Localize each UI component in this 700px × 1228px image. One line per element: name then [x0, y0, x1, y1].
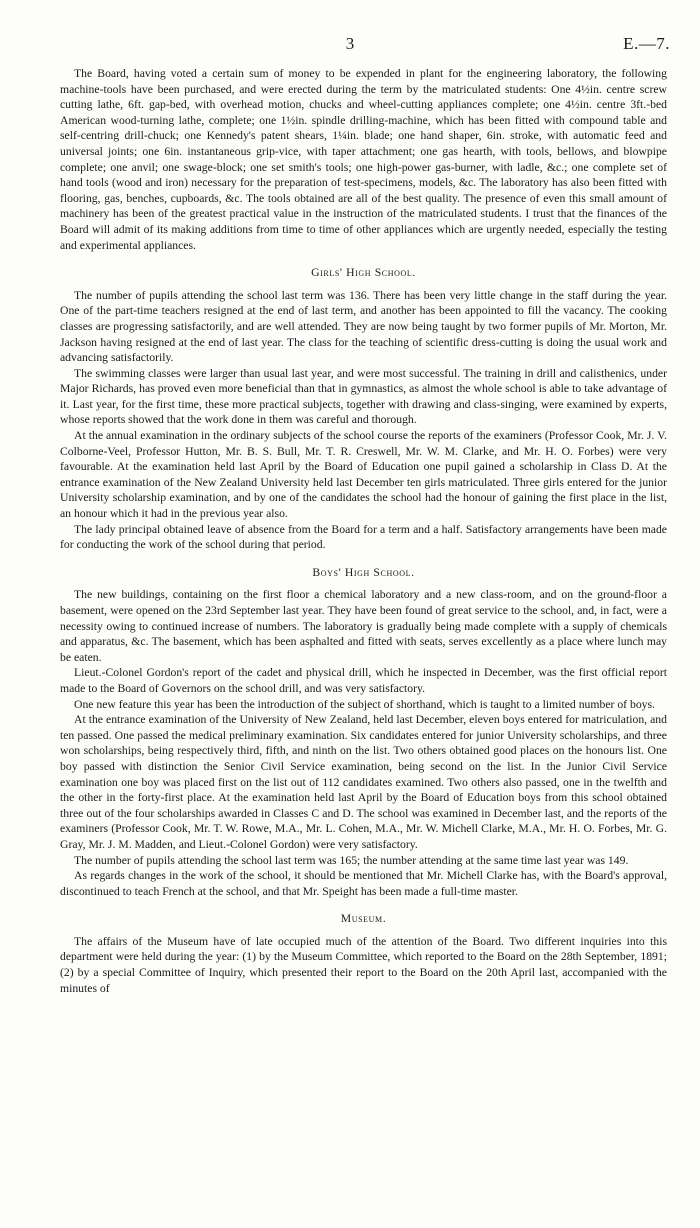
paragraph: The new buildings, containing on the first floor a chemical laboratory and a new class-room, and on the ground-floor a basement, were opened on the 23rd September last year. They have been found of great service to the school, and, in fact, were a necessity owing to continued increase of numbers. The laboratory is gradually being made complete with a supply of chemicals and apparatus, &c. The basement, which has been asphalted and fitted with seats, serves excellently as a place where lunch may be eaten. — [60, 588, 667, 664]
body-text — [60, 66, 667, 996]
paragraph: At the entrance examination of the University of New Zealand, held last December, eleven boys entered for matriculation, and ten passed. One passed the medical preliminary examination. Six candidates entered for junior University scholarships, and three won scholarships, being respectively third, fifth, and ninth on the list. Two others obtained good places on the honours list. One boy passed with distinction the Senior Civil Service examination, being second on the list. In the Junior Civil Service examination one boy was placed first on the list out of 112 candidates examined. Two others also passed, one in the twelfth and the other in the forty-first place. At the examination held last April by the Board of Education boys from this school obtained three out of the four scholarships awarded in Classes C and D. The school was examined in December last, and the reports of the examiners (Professor Cook, Mr. T. W. Rowe, M.A., Mr. L. Cohen, M.A., Mr. W. Michell Clarke, M.A., Mr. H. O. Forbes, Mr. G. Gray, Mr. J. M. Madden, and Lieut.-Colonel Gordon) were very satisfactory. — [60, 713, 667, 851]
paragraph: As regards changes in the work of the school, it should be mentioned that Mr. Michell Clarke has, with the Board's approval, discontinued to teach French at the school, and that Mr. Speight has been made a full-time master. — [60, 869, 667, 898]
section-heading: Museum. — [340, 912, 387, 926]
paragraph: Lieut.-Colonel Gordon's report of the cadet and physical drill, which he inspected in December, was the first official report made to the Board of Governors on the school drill, and was very satisfactory. — [60, 666, 667, 695]
section-heading: Girls' High School. — [311, 266, 416, 280]
section-boys-high-school — [60, 565, 667, 899]
paragraph: The Board, having voted a certain sum of money to be expended in plant for the engineering laboratory, the following machine-tools have been purchased, and were erected during the term by the matriculated students: One 4½in. centre screw cutting lathe, 6ft. gap-bed, with overhead motion, chucks and wheel-cutting appliances complete; one 4½in. centre 3ft.-bed American wood-turning lathe, complete; one 1½in. spindle drilling-machine, which has been fitted with compound table and self-centring drill-chuck; one Kennedy's patent shears, 1¼in. blade; one hand shaper, 6in. stroke, with automatic feed and universal joints; one 6in. instantaneous grip-vice, with taper attachment; one gas hearth, with tools, bellows, and blowpipe complete; one anvil; one swage-block; one set smith's tools; one high-power gas-burner, with ladle, &c.; one complete set of hand tools (wood and iron) necessary for the preparation of test-specimens, models, &c. The laboratory has also been fitted with flooring, gas, benches, cupboards, &c. The tools obtained are all of the best quality. The presence of even this small amount of machinery has been of the greatest practical value in the instruction of the matriculated students. I trust that the finances of the Board will admit of its making additions from time to time of other appliances which are urgently needed, especially the testing and experimental appliances. — [60, 67, 667, 252]
section-museum — [60, 911, 667, 996]
paragraph: The number of pupils attending the school last term was 165; the number attending at the same time last year was 149. — [74, 853, 629, 867]
page-number: 3 — [345, 34, 355, 53]
page-header — [0, 34, 700, 56]
section-heading: Boys' High School. — [312, 565, 415, 579]
section-girls-high-school — [60, 265, 667, 553]
section-engineering-laboratory — [60, 66, 667, 253]
document-reference: E.—7. — [623, 34, 670, 53]
paragraph: The swimming classes were larger than usual last year, and were most successful. The training in drill and calisthenics, under Major Richards, has proved even more beneficial than that in gymnastics, as almost the whole school is able to take advantage of it. Last year, for the first time, these more practical subjects, together with drawing and class-singing, were examined by experts, whose reports showed that the work done in them was careful and thorough. — [60, 366, 667, 427]
paragraph: At the annual examination in the ordinary subjects of the school course the reports of the examiners (Professor Cook, Mr. J. V. Colborne-Veel, Professor Hutton, Mr. B. S. Bull, Mr. T. R. Creswell, Mr. W. M. Clarke, and Mr. H. O. Forbes) were very favourable. At the examination held last April by the Board of Education one pupil gained a scholarship in Class D. At the entrance examination of the New Zealand University held last December ten girls matriculated. Three girls entered for the junior University scholarship examination, and by one of the candidates the school had the honour of gaining the first place in the list, an honour which it had in the previous year also. — [60, 429, 667, 521]
paragraph: The lady principal obtained leave of absence from the Board for a term and a half. Satisfactory arrangements have been made for conducting the work of the school during that period. — [60, 522, 667, 552]
paragraph: The number of pupils attending the school last term was 136. There has been very little change in the staff during the year. One of the part-time teachers resigned at the end of last term, and another has been appointed to fill the vacancy. The cooking classes are progressing satisfactorily, and are well attended. They are now being taught by two former pupils of Mr. Morton, Mr. Jackson having resigned at the end of last year. The class for the teaching of scientific dress-cutting is doing the usual work and advancing satisfactorily. — [60, 288, 667, 365]
paragraph: The affairs of the Museum have of late occupied much of the attention of the Board. Two different inquiries into this department were held during the year: (1) by the Museum Committee, which reported to the Board on the 28th September, 1891; (2) by a special Committee of Inquiry, which presented their report to the Board on the 20th April last, accompanied with the minutes of — [60, 934, 667, 995]
paragraph: One new feature this year has been the introduction of the subject of shorthand, which is taught to a limited number of boys. — [74, 697, 655, 711]
